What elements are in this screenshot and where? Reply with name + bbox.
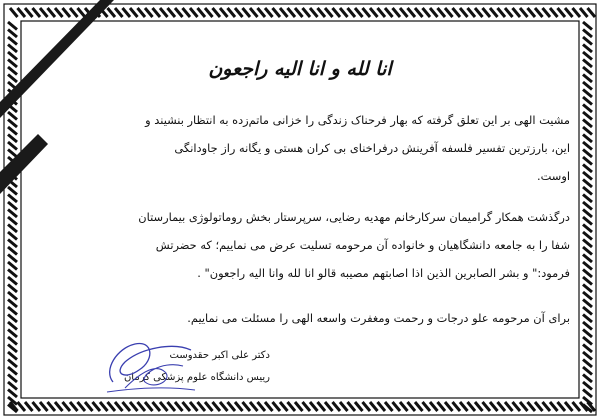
paragraph-3-line: برای آن مرحومه علو درجات و رحمت ومغفرت واسعه الهی را مسئلت می نماییم. [187,311,570,325]
paragraph-3 [35,304,570,332]
paragraph-1 [35,106,570,190]
paragraph-2-line: فرمود:" و بشر الصابرین الذین اذا اصابتهم مصیبه قالو انا لله وانا الیه راجعون" . [197,266,570,280]
signatory-position: رییس دانشگاه علوم پزشکی کرمان [123,372,270,383]
paragraph-1-line: اوست. [536,169,570,183]
paragraph-2-line: شفا را به جامعه دانشگاهیان و خانواده آن مرحومه تسلیت عرض می نماییم؛ که حضرتش [155,238,570,252]
page-title: انا لله و انا الیه راجعون [208,58,392,80]
handwritten-signature-icon [95,330,205,400]
paragraph-1-line: این، بارزترین تفسیر فلسفه آفرینش درفراخنای بی کران هستی و یگانه راز جاودانگی [174,141,570,155]
paragraph-1-line: مشیت الهی بر این تعلق گرفته که بهار فرحناک زندگی را خزانی ماتم‌زده به انتظار بنشیند و [145,113,570,127]
paragraph-2 [35,203,570,287]
paragraph-2-line: درگذشت همکار گرامیمان سرکارخانم مهدیه رضایی، سرپرستار بخش روماتولوژی بیمارستان [138,210,570,224]
signatory-name: دکتر علی اکبر حقدوست [169,350,270,361]
